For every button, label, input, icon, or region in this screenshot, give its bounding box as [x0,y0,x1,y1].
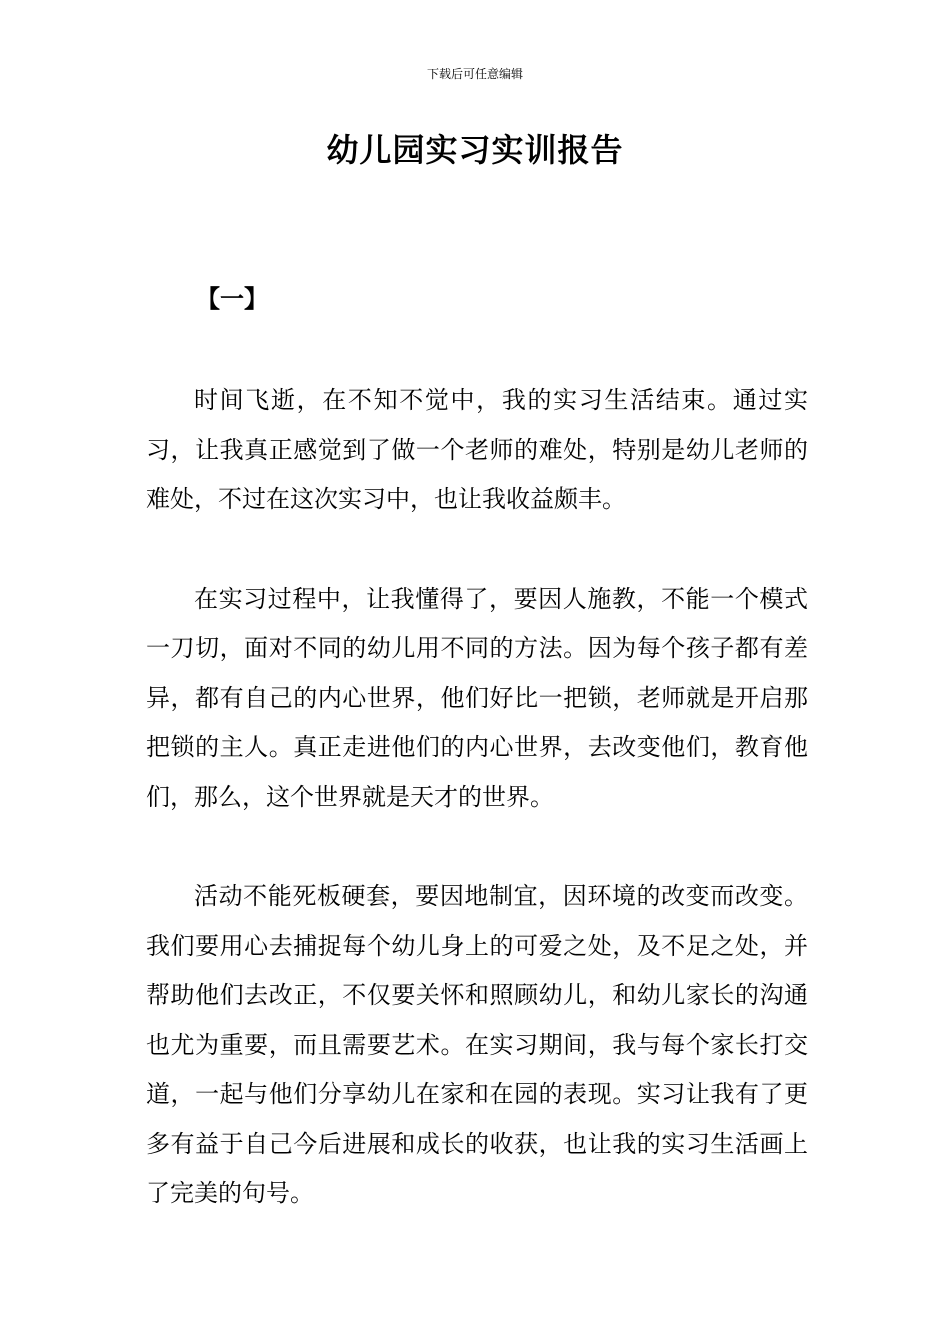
document-body [146,376,808,1269]
document-title: 幼儿园实习实训报告 [326,131,624,169]
section-label: 【一】 [196,285,268,313]
paragraph-2: 在实习过程中，让我懂得了，要因人施教，不能一个模式一刀切，面对不同的幼儿用不同的方法。因为每个孩子都有差异，都有自己的内心世界，他们好比一把锁，老师就是开启那把锁的主人。真正走进他们的内心世界，去改变他们，教育他们，那么，这个世界就是天才的世界。 [146,584,808,811]
header-note: 下载后可任意编辑 [426,67,523,81]
paragraph-1: 时间飞逝，在不知不觉中，我的实习生活结束。通过实习，让我真正感觉到了做一个老师的难处，特别是幼儿老师的难处，不过在这次实习中，也让我收益颇丰。 [146,386,808,513]
paragraph-3: 活动不能死板硬套，要因地制宜，因环境的改变而改变。我们要用心去捕捉每个幼儿身上的可爱之处，及不足之处，并帮助他们去改正，不仅要关怀和照顾幼儿，和幼儿家长的沟通也尤为重要，而且需要艺术。在实习期间，我与每个家长打交道，一起与他们分享幼儿在家和在园的表现。实习让我有了更多有益于自己今后进展和成长的收获，也让我的实习生活画上了完美的句号。 [146,882,808,1207]
